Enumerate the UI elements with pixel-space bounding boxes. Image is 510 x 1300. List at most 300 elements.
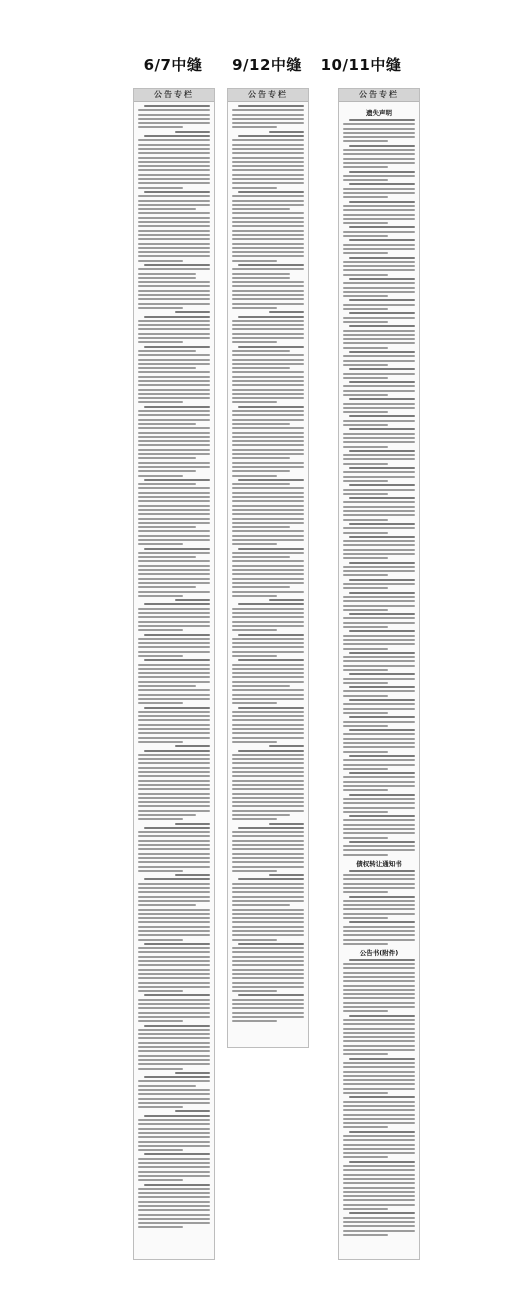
- notice-paragraph: [138, 264, 210, 309]
- text-line: [343, 721, 415, 723]
- text-line: [138, 290, 210, 292]
- text-line: [138, 320, 210, 322]
- text-line: [343, 904, 415, 906]
- text-line: [343, 708, 415, 710]
- notice-paragraph: [138, 135, 210, 189]
- text-line: [343, 733, 415, 735]
- notice-paragraph: [343, 1015, 415, 1056]
- text-line: [349, 630, 415, 632]
- notice-paragraph: [343, 368, 415, 379]
- notice-paragraph: [343, 579, 415, 590]
- text-line: [138, 612, 210, 614]
- notice-paragraph: [138, 659, 210, 704]
- text-line: [343, 967, 415, 969]
- text-line: [232, 934, 304, 936]
- text-line: [138, 552, 210, 554]
- text-line: [138, 861, 210, 863]
- text-line: [138, 393, 210, 395]
- text-line: [343, 587, 388, 589]
- text-line: [232, 664, 304, 666]
- text-line: [138, 1055, 210, 1057]
- text-line: [232, 951, 304, 953]
- notice-signature-line: [175, 1110, 210, 1112]
- notice-paragraph: [343, 870, 415, 893]
- text-line: [343, 1062, 415, 1064]
- text-line: [343, 347, 388, 349]
- text-line: [138, 990, 183, 992]
- text-line: [349, 1161, 415, 1163]
- text-line: [138, 676, 210, 678]
- text-line: [349, 841, 415, 843]
- text-line: [343, 252, 388, 254]
- text-line: [343, 1135, 415, 1137]
- text-line: [138, 483, 196, 485]
- text-line: [349, 592, 415, 594]
- text-line: [138, 247, 210, 249]
- text-line: [232, 797, 304, 799]
- text-line: [232, 462, 304, 464]
- notice-paragraph: [232, 191, 304, 262]
- text-line: [349, 523, 415, 525]
- text-line: [343, 1165, 415, 1167]
- text-line: [138, 126, 183, 128]
- text-line: [343, 1217, 415, 1219]
- text-line: [232, 277, 290, 279]
- notice-paragraph: [232, 603, 304, 631]
- text-line: [343, 540, 415, 542]
- text-line: [349, 1015, 415, 1017]
- text-line: [138, 427, 210, 429]
- text-line: [232, 668, 304, 670]
- text-line: [138, 698, 210, 700]
- text-line: [232, 896, 304, 898]
- text-line: [232, 1016, 304, 1018]
- text-line: [343, 811, 388, 813]
- text-line: [138, 255, 210, 257]
- text-line: [232, 582, 304, 584]
- text-line: [138, 217, 210, 219]
- text-line: [232, 982, 304, 984]
- notice-paragraph: [343, 1161, 415, 1210]
- text-line: [232, 273, 290, 275]
- text-line: [138, 565, 210, 567]
- text-line: [138, 1141, 210, 1143]
- text-line: [138, 410, 210, 412]
- text-line: [343, 1152, 415, 1154]
- text-line: [232, 569, 304, 571]
- text-line: [343, 458, 415, 460]
- notice-paragraph: [138, 1115, 210, 1151]
- text-line: [238, 634, 304, 636]
- text-line: [138, 762, 210, 764]
- notice-paragraph: [232, 659, 304, 704]
- text-line: [232, 483, 290, 485]
- text-line: [343, 993, 415, 995]
- text-line: [343, 308, 388, 310]
- text-line: [343, 1169, 415, 1171]
- text-line: [138, 694, 210, 696]
- text-line: [343, 544, 415, 546]
- text-line: [343, 819, 415, 821]
- text-line: [138, 303, 210, 305]
- text-line: [138, 784, 210, 786]
- notice-paragraph: [343, 592, 415, 611]
- text-line: [232, 767, 304, 769]
- text-line: [232, 165, 304, 167]
- text-line: [138, 1175, 210, 1177]
- strip-header: 公告专栏: [228, 89, 308, 102]
- text-line: [343, 600, 415, 602]
- text-line: [138, 350, 196, 352]
- notice-paragraph: [232, 707, 304, 743]
- text-line: [343, 1234, 388, 1236]
- notice-paragraph: [343, 1096, 415, 1128]
- text-line: [138, 582, 210, 584]
- notice-paragraph: [138, 406, 210, 477]
- notice-paragraph: [343, 428, 415, 447]
- text-line: [343, 1101, 415, 1103]
- text-line: [144, 1076, 210, 1078]
- text-line: [349, 183, 415, 185]
- text-line: [144, 603, 210, 605]
- text-line: [349, 467, 415, 469]
- notice-paragraph: [343, 497, 415, 520]
- text-line: [232, 268, 304, 270]
- text-line: [343, 1208, 388, 1210]
- text-line: [232, 243, 304, 245]
- text-line: [138, 187, 183, 189]
- text-line: [232, 788, 304, 790]
- text-line: [343, 1225, 415, 1227]
- text-line: [349, 613, 415, 615]
- text-line: [343, 1010, 388, 1012]
- text-line: [343, 985, 415, 987]
- notice-paragraph: [343, 755, 415, 770]
- text-line: [138, 732, 210, 734]
- text-line: [343, 891, 388, 893]
- text-line: [138, 1132, 210, 1134]
- notice-paragraph: [138, 707, 210, 743]
- text-line: [343, 1126, 388, 1128]
- text-line: [232, 449, 304, 451]
- text-line: [138, 621, 210, 623]
- text-line: [343, 1178, 415, 1180]
- text-line: [232, 990, 277, 992]
- text-line: [144, 1153, 210, 1155]
- text-line: [138, 926, 210, 928]
- text-line: [138, 930, 210, 932]
- text-line: [138, 1068, 183, 1070]
- text-line: [144, 1184, 210, 1186]
- text-line: [138, 307, 183, 309]
- text-line: [349, 312, 415, 314]
- text-line: [232, 831, 304, 833]
- text-line: [232, 728, 304, 730]
- text-line: [343, 269, 415, 271]
- text-line: [138, 1106, 183, 1108]
- text-line: [232, 646, 304, 648]
- text-line: [343, 149, 415, 151]
- notice-paragraph: [138, 1184, 210, 1229]
- text-line: [343, 420, 415, 422]
- text-line: [138, 359, 210, 361]
- text-line: [232, 238, 304, 240]
- text-line: [232, 217, 304, 219]
- notice-signature-line: [175, 874, 210, 876]
- text-line: [343, 231, 415, 233]
- text-line: [238, 943, 304, 945]
- text-line: [138, 148, 210, 150]
- text-line: [138, 1042, 210, 1044]
- text-line: [343, 1045, 415, 1047]
- notice-paragraph: [343, 119, 415, 142]
- text-line: [232, 969, 304, 971]
- text-line: [343, 1049, 415, 1051]
- text-line: [343, 943, 388, 945]
- text-line: [343, 454, 415, 456]
- text-line: [232, 586, 290, 588]
- text-line: [343, 1088, 415, 1090]
- text-line: [349, 278, 415, 280]
- text-line: [138, 449, 210, 451]
- text-line: [343, 751, 388, 753]
- text-line: [343, 355, 415, 357]
- text-line: [349, 226, 415, 228]
- text-line: [349, 497, 415, 499]
- notice-paragraph: [343, 171, 415, 182]
- text-line: [138, 522, 210, 524]
- text-line: [232, 960, 304, 962]
- text-line: [343, 703, 415, 705]
- text-line: [343, 878, 415, 880]
- text-line: [343, 1144, 415, 1146]
- text-line: [232, 281, 304, 283]
- strip-body: [134, 102, 214, 1228]
- text-line: [144, 943, 210, 945]
- text-line: [343, 364, 388, 366]
- notice-paragraph: [343, 562, 415, 577]
- text-line: [343, 334, 415, 336]
- text-line: [138, 195, 210, 197]
- text-line: [138, 453, 210, 455]
- text-line: [349, 686, 415, 688]
- text-line: [232, 565, 304, 567]
- text-line: [343, 622, 415, 624]
- text-line: [343, 390, 415, 392]
- text-line: [232, 904, 290, 906]
- text-line: [232, 939, 277, 941]
- text-line: [343, 1071, 415, 1073]
- text-line: [138, 109, 210, 111]
- text-line: [343, 566, 415, 568]
- text-line: [232, 341, 277, 343]
- text-line: [232, 917, 304, 919]
- text-line: [343, 785, 415, 787]
- strip-header: 公告专栏: [339, 89, 419, 102]
- text-line: [138, 204, 210, 206]
- text-line: [138, 1033, 210, 1035]
- text-line: [343, 166, 388, 168]
- text-line: [343, 596, 415, 598]
- text-line: [343, 908, 415, 910]
- text-line: [138, 556, 196, 558]
- text-line: [232, 930, 304, 932]
- text-line: [232, 672, 304, 674]
- text-line: [144, 878, 210, 880]
- text-line: [138, 793, 210, 795]
- text-line: [138, 608, 210, 610]
- text-line: [343, 1122, 415, 1124]
- text-line: [232, 148, 304, 150]
- text-line: [238, 750, 304, 752]
- text-line: [232, 891, 304, 893]
- text-line: [138, 518, 210, 520]
- text-line: [232, 1003, 304, 1005]
- text-line: [232, 866, 304, 868]
- text-line: [138, 221, 210, 223]
- text-line: [343, 997, 415, 999]
- text-line: [349, 1096, 415, 1098]
- notice-paragraph: [343, 351, 415, 366]
- text-line: [138, 1214, 210, 1216]
- text-line: [232, 732, 304, 734]
- notice-paragraph: [138, 994, 210, 1022]
- text-line: [343, 854, 388, 856]
- text-line: [343, 489, 415, 491]
- text-line: [232, 423, 290, 425]
- text-line: [138, 277, 196, 279]
- notice-signature-line: [269, 874, 304, 876]
- text-line: [232, 724, 304, 726]
- text-line: [232, 195, 304, 197]
- text-line: [232, 182, 304, 184]
- text-line: [138, 934, 210, 936]
- text-line: [343, 609, 388, 611]
- text-line: [232, 496, 304, 498]
- notice-paragraph: [343, 381, 415, 396]
- text-line: [232, 187, 277, 189]
- text-line: [232, 543, 277, 545]
- text-line: [343, 510, 415, 512]
- text-line: [138, 1046, 210, 1048]
- text-line: [138, 178, 210, 180]
- text-line: [232, 591, 304, 593]
- text-line: [343, 261, 415, 263]
- text-line: [343, 746, 415, 748]
- text-line: [232, 573, 304, 575]
- text-line: [343, 1002, 415, 1004]
- text-line: [138, 174, 210, 176]
- text-line: [138, 243, 210, 245]
- text-line: [138, 685, 196, 687]
- text-line: [138, 212, 210, 214]
- text-line: [138, 328, 210, 330]
- text-line: [138, 376, 210, 378]
- text-line: [138, 1166, 210, 1168]
- text-line: [343, 1092, 388, 1094]
- text-line: [238, 406, 304, 408]
- notice-paragraph: [138, 316, 210, 344]
- text-line: [138, 573, 210, 575]
- text-line: [138, 801, 210, 803]
- notice-paragraph: [232, 634, 304, 657]
- text-line: [343, 1109, 415, 1111]
- text-line: [349, 299, 415, 301]
- text-line: [343, 900, 415, 902]
- notice-paragraph: [232, 479, 304, 545]
- text-line: [238, 264, 304, 266]
- text-line: [138, 646, 210, 648]
- column-title-9-12: 9/12中缝: [232, 56, 302, 74]
- text-line: [144, 264, 210, 266]
- text-line: [138, 741, 183, 743]
- text-line: [138, 1196, 210, 1198]
- text-line: [232, 681, 304, 683]
- text-line: [138, 1029, 210, 1031]
- text-line: [144, 191, 210, 193]
- text-line: [232, 621, 304, 623]
- text-line: [232, 285, 304, 287]
- notice-paragraph: [232, 827, 304, 872]
- notice-paragraph: [232, 264, 304, 309]
- notice-signature-line: [269, 131, 304, 133]
- text-line: [138, 470, 196, 472]
- text-line: [349, 716, 415, 718]
- text-line: [232, 909, 304, 911]
- text-line: [138, 655, 183, 657]
- text-line: [138, 1050, 210, 1052]
- text-line: [144, 135, 210, 137]
- text-line: [138, 436, 210, 438]
- notice-paragraph: [343, 536, 415, 559]
- text-line: [343, 883, 415, 885]
- notice-paragraph: [232, 994, 304, 1022]
- text-line: [343, 1182, 415, 1184]
- text-line: [232, 251, 304, 253]
- text-line: [343, 1221, 415, 1223]
- text-line: [232, 977, 304, 979]
- text-line: [232, 505, 304, 507]
- text-line: [138, 526, 196, 528]
- text-line: [232, 453, 304, 455]
- text-line: [232, 367, 290, 369]
- notice-paragraph: [343, 673, 415, 684]
- text-line: [232, 427, 304, 429]
- text-line: [138, 543, 183, 545]
- text-line: [343, 824, 415, 826]
- text-line: [138, 569, 210, 571]
- text-line: [232, 848, 304, 850]
- text-line: [349, 351, 415, 353]
- text-line: [144, 659, 210, 661]
- text-line: [138, 986, 210, 988]
- text-line: [343, 360, 415, 362]
- text-line: [138, 917, 210, 919]
- text-line: [238, 548, 304, 550]
- text-line: [343, 553, 415, 555]
- text-line: [232, 956, 304, 958]
- text-line: [232, 470, 290, 472]
- text-line: [343, 205, 415, 207]
- text-line: [138, 324, 210, 326]
- text-line: [138, 788, 210, 790]
- text-line: [232, 814, 290, 816]
- text-line: [343, 764, 415, 766]
- text-line: [232, 719, 304, 721]
- text-line: [343, 214, 415, 216]
- notice-paragraph: [138, 943, 210, 992]
- text-line: [343, 476, 415, 478]
